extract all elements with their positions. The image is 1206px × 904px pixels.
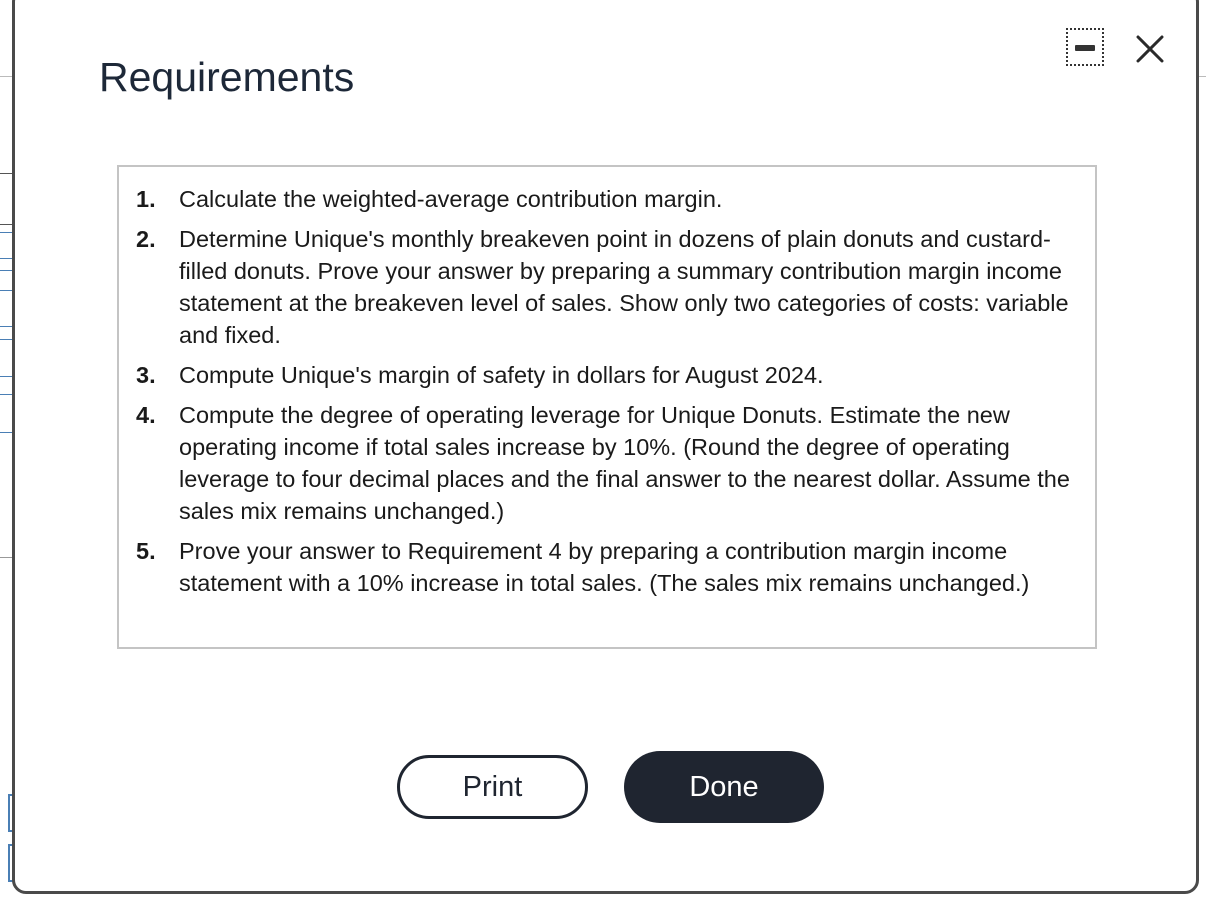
requirement-text: Prove your answer to Requirement 4 by preparing a contribution margin income statement with a 10% increase in total sales. (The sales mix remains unchanged.) [179, 538, 1030, 596]
dialog-title: Requirements [99, 54, 355, 100]
requirement-text: Calculate the weighted-average contribution margin. [179, 186, 723, 212]
requirement-number: 2. [136, 226, 156, 252]
list-item [136, 359, 1075, 391]
requirements-dialog [12, 0, 1199, 894]
print-button[interactable]: Print [397, 755, 588, 819]
minimize-button[interactable] [1066, 28, 1104, 66]
requirement-text: Determine Unique's monthly breakeven point in dozens of plain donuts and custard-filled donuts. Prove your answer by preparing a summary contribution margin income statement at the breakeven level of sales. Show only two categories of costs: variable and fixed. [179, 226, 1069, 348]
requirements-list [119, 167, 1095, 599]
list-item [136, 399, 1075, 527]
requirement-number: 3. [136, 362, 156, 388]
minimize-icon [1075, 45, 1095, 51]
requirement-number: 5. [136, 538, 156, 564]
done-button[interactable]: Done [624, 751, 824, 823]
requirement-number: 4. [136, 402, 156, 428]
requirements-content-box [117, 165, 1097, 649]
close-button[interactable] [1130, 29, 1170, 69]
list-item [136, 183, 1075, 215]
requirement-text: Compute the degree of operating leverage for Unique Donuts. Estimate the new operating income if total sales increase by 10%. (Round the degree of operating leverage to four decimal places and the final answer to the nearest dollar. Assume the sales mix remains unchanged.) [179, 402, 1070, 524]
close-icon [1130, 29, 1170, 69]
requirement-text: Compute Unique's margin of safety in dollars for August 2024. [179, 362, 824, 388]
list-item [136, 223, 1075, 351]
list-item [136, 535, 1075, 599]
requirement-number: 1. [136, 186, 156, 212]
